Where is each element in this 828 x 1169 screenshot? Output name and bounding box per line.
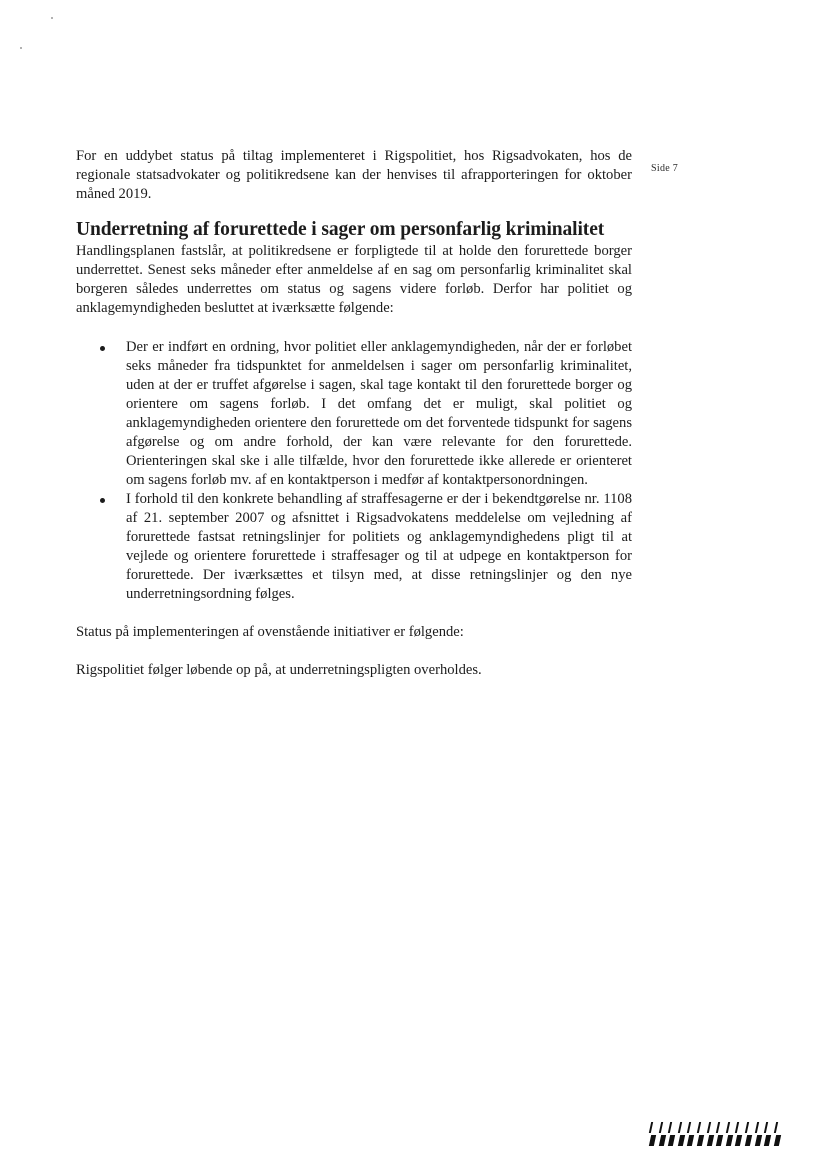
barcode-bar xyxy=(678,1135,685,1146)
barcode-bar xyxy=(668,1122,672,1133)
barcode-bar xyxy=(726,1135,733,1146)
document-body xyxy=(76,147,632,680)
barcode-bar xyxy=(668,1135,675,1146)
page-number: Side 7 xyxy=(651,163,679,174)
barcode-bottom-row xyxy=(648,1135,782,1146)
lead-paragraph: Handlingsplanen fastslår, at politikredsene er forpligtede til at holde den forurettede borger underrettet. Senest seks måneder efter anmeldelse af en sag om personfarlig kriminalitet skal borgeren således underrettes om status og sagens videre forløb. Derfor har politiet og anklagemyndigheden besluttet at iværksætte følgende: xyxy=(76,243,632,316)
barcode-bar xyxy=(745,1122,749,1133)
bullet-list xyxy=(76,338,632,604)
barcode-bar xyxy=(735,1135,742,1146)
barcode-bar xyxy=(764,1122,768,1133)
barcode-bar xyxy=(745,1135,752,1146)
barcode-top-row xyxy=(648,1122,782,1133)
status-intro: Status på implementeringen af ovenstående initiativer er følgende: xyxy=(76,624,464,640)
barcode-bar xyxy=(716,1135,723,1146)
list-item-text: I forhold til den konkrete behandling af straffesagerne er der i bekendtgørelse nr. 1108 af 21. september 2007 og afsnittet i Rigsadvokatens meddelelse om vejledning af forurettede fastsat retningslinjer for politiets og anklagemyndighedens pligt til at vejlede og orientere forurettede i straffesager og til at udpege en kontaktperson for forurettede. Der iværksættes et tilsyn med, at disse retningslinjer og den nye underretningsordning følges. xyxy=(126,491,632,602)
barcode-bar xyxy=(735,1122,739,1133)
barcode-bar xyxy=(687,1135,694,1146)
section-heading: Underretning af forurettede i sager om personfarlig kriminalitet xyxy=(76,219,605,240)
list-item xyxy=(126,490,632,604)
barcode-bar xyxy=(658,1122,662,1133)
intro-paragraph: For en uddybet status på tiltag implementeret i Rigspolitiet, hos Rigsadvokaten, hos de regionale statsadvokater og politikredsene kan der henvises til afrapporteringen for oktober måned 2019. xyxy=(76,148,632,202)
bullet-icon xyxy=(100,498,105,503)
barcode-bar xyxy=(658,1135,665,1146)
barcode-bar xyxy=(706,1135,713,1146)
barcode-bar xyxy=(649,1135,656,1146)
list-item-text: Der er indført en ordning, hvor politiet eller anklagemyndigheden, når der er forløbet seks måneder fra tidspunktet for anmeldelsen i sager om personfarlig kriminalitet, uden at der er truffet afgørelse i sagen, skal tage kontakt til den forurettede borger og orientere om sagens forløb. I det omfang det er muligt, skal politiet og anklagemyndigheden orientere den forurettede om det forventede tidspunkt for sagens afgørelse og om andre forhold, der kan være relevante for den forurettede. Orienteringen skal ske i alle tilfælde, hvor den forurettede ikke allerede er orienteret om sagens forløb mv. af en kontaktperson i medfør af kontaktpersonordningen. xyxy=(126,339,632,488)
barcode-bar xyxy=(649,1122,653,1133)
list-item xyxy=(126,338,632,490)
barcode-bar xyxy=(754,1135,761,1146)
barcode-icon xyxy=(648,1122,782,1148)
barcode-bar xyxy=(726,1122,730,1133)
barcode-bar xyxy=(706,1122,710,1133)
barcode-bar xyxy=(678,1122,682,1133)
scan-speck xyxy=(20,47,22,49)
barcode-bar xyxy=(774,1122,778,1133)
barcode-bar xyxy=(716,1122,720,1133)
barcode-bar xyxy=(774,1135,781,1146)
status-text: Rigspolitiet følger løbende op på, at underretningspligten overholdes. xyxy=(76,662,482,678)
barcode-bar xyxy=(697,1122,701,1133)
bullet-icon xyxy=(100,346,105,351)
barcode-bar xyxy=(754,1122,758,1133)
scan-speck xyxy=(51,17,53,19)
barcode-bar xyxy=(687,1122,691,1133)
barcode-bar xyxy=(697,1135,704,1146)
barcode-bar xyxy=(764,1135,771,1146)
